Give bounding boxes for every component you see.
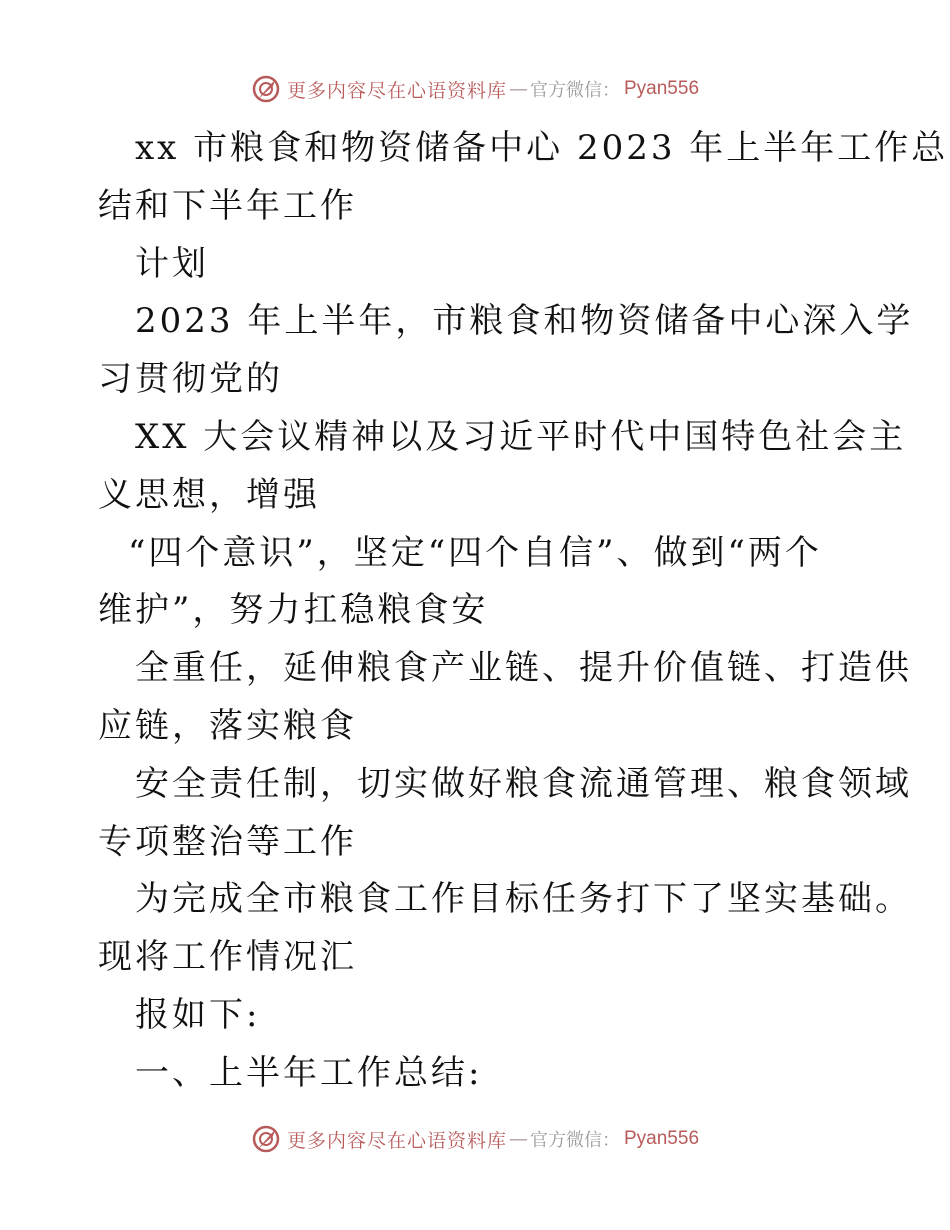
paragraph-line: 报如下: bbox=[135, 994, 261, 1035]
paragraph-line: 维护”，努力扛稳粮食安 bbox=[98, 590, 489, 631]
paragraph-line: 专项整治等工作 bbox=[98, 821, 357, 862]
paragraph-line: 应链，落实粮食 bbox=[98, 705, 357, 746]
paragraph-line: 习贯彻党的 bbox=[98, 359, 283, 400]
paragraph-line: 义思想，增强 bbox=[98, 474, 320, 515]
quill-logo-icon bbox=[251, 1124, 281, 1154]
section-heading: 一、上半年工作总结: bbox=[135, 1052, 483, 1093]
watermark-separator: — bbox=[509, 78, 528, 100]
quill-logo-icon bbox=[251, 74, 281, 104]
paragraph-line: “四个意识”，坚定“四个自信”、做到“两个 bbox=[128, 532, 822, 573]
watermark-wechat-id: Pyan556 bbox=[624, 78, 700, 99]
paragraph-line: 现将工作情况汇 bbox=[98, 937, 357, 978]
document-body bbox=[98, 120, 949, 1103]
watermark-wechat-id: Pyan556 bbox=[624, 1128, 700, 1149]
footer-watermark bbox=[0, 1122, 950, 1156]
title-line-2: 结和下半年工作 bbox=[98, 185, 357, 226]
paragraph-line: 2023 年上半年，市粮食和物资储备中心深入学 bbox=[135, 301, 914, 342]
title-line-3: 计划 bbox=[135, 243, 209, 284]
watermark-text: 更多内容尽在心语资料库 bbox=[286, 1129, 507, 1152]
paragraph-line: 全重任，延伸粮食产业链、提升价值链、打造供 bbox=[135, 648, 912, 689]
title-line-1: xx 市粮食和物资储备中心 2023 年上半年工作总 bbox=[135, 128, 949, 168]
paragraph-line: XX 大会议精神以及习近平时代中国特色社会主 bbox=[135, 416, 907, 457]
watermark-label: 官方微信： bbox=[530, 80, 620, 101]
header-watermark bbox=[0, 72, 950, 106]
watermark-text: 更多内容尽在心语资料库 bbox=[286, 79, 507, 102]
watermark-label: 官方微信： bbox=[530, 1130, 620, 1151]
paragraph-line: 安全责任制，切实做好粮食流通管理、粮食领域 bbox=[135, 763, 912, 804]
paragraph-line: 为完成全市粮食工作目标任务打下了坚实基础。 bbox=[135, 879, 912, 920]
watermark-separator: — bbox=[509, 1128, 528, 1150]
